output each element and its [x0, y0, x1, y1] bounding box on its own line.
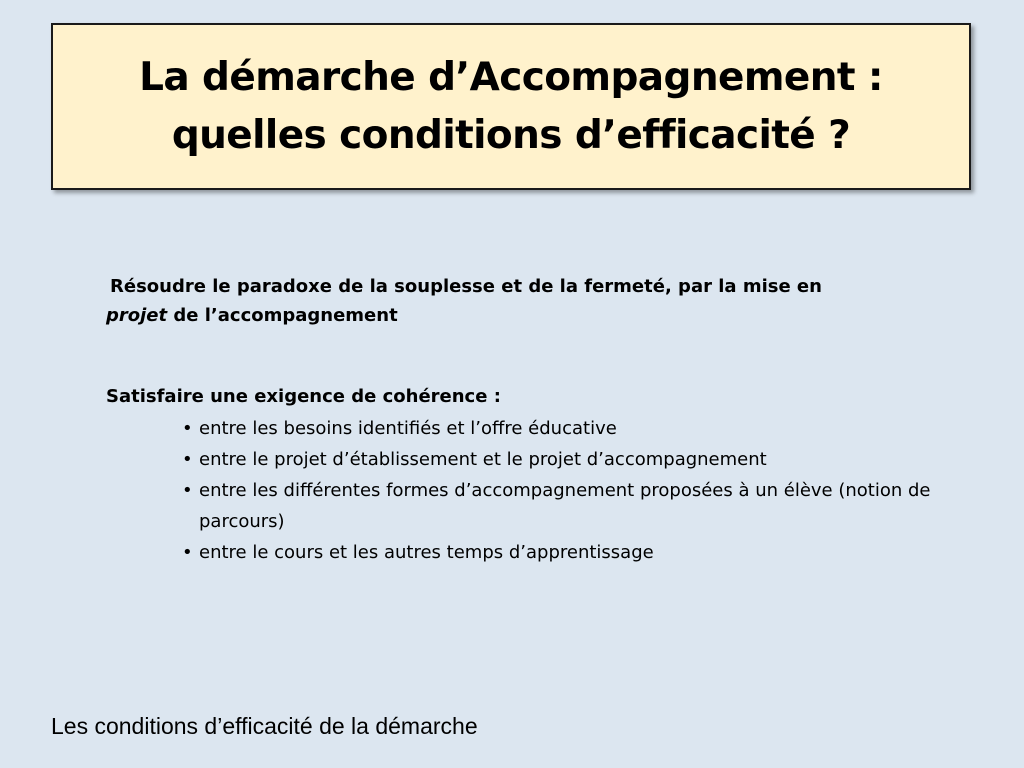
paragraph-paradox-line-2 — [106, 301, 946, 330]
list-item — [182, 413, 962, 444]
bullet-icon: • — [182, 542, 193, 563]
paragraph-coherence: Satisfaire une exigence de cohérence : — [106, 386, 501, 407]
bullet-icon: • — [182, 418, 193, 439]
title-box — [51, 23, 971, 190]
paragraph-paradox — [106, 272, 946, 330]
bullet-icon: • — [182, 480, 193, 501]
slide-footer: Les conditions d’efficacité de la démarche — [51, 713, 478, 739]
italic-project-word: projet — [106, 305, 168, 326]
list-item — [182, 475, 962, 537]
bullet-icon: • — [182, 449, 193, 470]
slide-title-line-2: quelles conditions d’efficacité ? — [171, 112, 851, 158]
bullet-text: entre le cours et les autres temps d’apprentissage — [199, 542, 654, 563]
paragraph-paradox-line-1: Résoudre le paradoxe de la souplesse et de la fermeté, par la mise en — [110, 276, 822, 297]
bullet-text: entre les besoins identifiés et l’offre éducative — [199, 418, 617, 439]
bullet-text: entre le projet d’établissement et le projet d’accompagnement — [199, 449, 767, 470]
bullet-text: entre les différentes formes d’accompagnement proposées à un élève (notion de parcours) — [199, 480, 931, 532]
slide-title-line-1: La démarche d’Accompagnement : — [139, 54, 883, 100]
paragraph-paradox-rest: de l’accompagnement — [167, 305, 398, 326]
list-item — [182, 444, 962, 475]
coherence-bullet-list — [182, 413, 962, 568]
list-item — [182, 537, 962, 568]
